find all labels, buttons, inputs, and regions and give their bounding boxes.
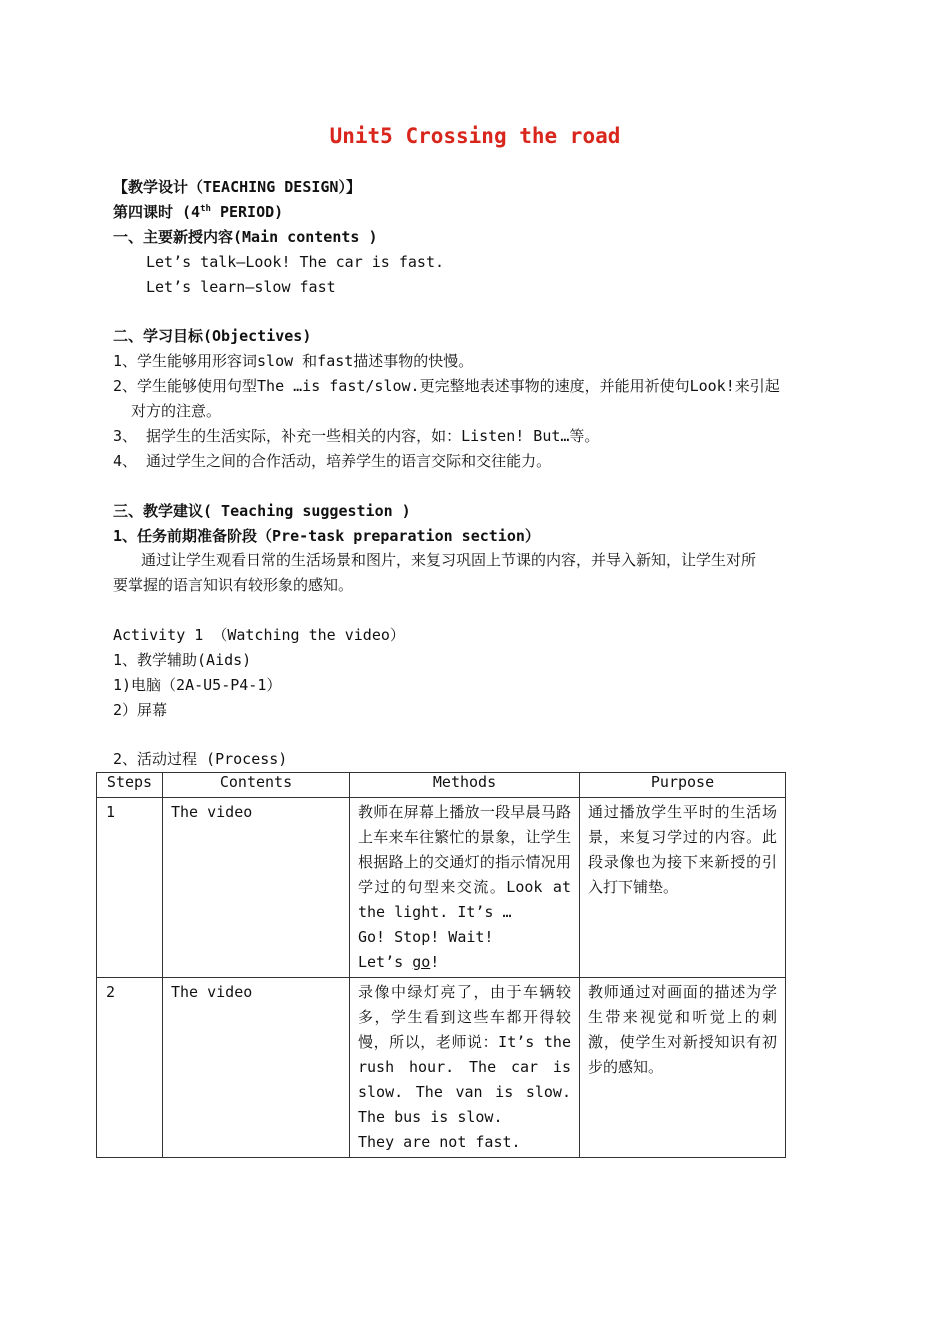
method-cell: [350, 978, 580, 1158]
document-title: Unit5 Crossing the road: [329, 124, 621, 148]
table-header-steps: Steps: [97, 773, 163, 798]
section2-heading: 二、学习目标(Objectives): [113, 327, 312, 345]
method-text: They are not fast.: [358, 1133, 521, 1151]
table-header-methods: Methods: [350, 773, 580, 798]
section3-heading: 三、教学建议( Teaching suggestion ): [113, 502, 411, 520]
table-header-row: [97, 773, 786, 798]
content-cell: The video: [163, 978, 350, 1158]
section3-paragraph-line: 通过让学生观看日常的生活场景和图片，来复习巩固上节课的内容，并导入新知，让学生对所: [141, 551, 757, 569]
method-text-part: Let’s: [358, 953, 413, 971]
purpose-cell: 教师通过对画面的描述为学生带来视觉和听觉上的刺激，使学生对新授知识有初步的感知。: [580, 978, 786, 1158]
period-post: PERIOD): [210, 203, 284, 221]
section3-paragraph-line: 要掌握的语言知识有较形象的感知。: [113, 576, 354, 594]
step-cell: 2: [97, 978, 163, 1158]
method-text: Go! Stop! Wait!: [358, 928, 494, 946]
objective-item: 3、 据学生的生活实际，补充一些相关的内容，如：Listen! But…等。: [113, 427, 600, 445]
aid-item: 2）屏幕: [113, 701, 168, 719]
objective-item: 1、学生能够用形容词slow 和fast描述事物的快慢。: [113, 352, 474, 370]
table-row: [97, 978, 786, 1158]
activity-heading: Activity 1 （Watching the video）: [113, 626, 405, 644]
section1-heading: 一、主要新授内容(Main contents ): [113, 228, 378, 246]
objective-item: 对方的注意。: [131, 402, 222, 420]
method-text-part: !: [430, 953, 440, 971]
design-header: 【教学设计（TEACHING DESIGN）】: [113, 178, 361, 196]
section3-sub-heading: 1、任务前期准备阶段（Pre-task preparation section）: [113, 527, 540, 545]
purpose-cell: 通过播放学生平时的生活场景，来复习学过的内容。此段录像也为接下来新授的引入打下铺垫。: [580, 798, 786, 978]
process-table: [96, 772, 786, 1158]
content-cell: The video: [163, 798, 350, 978]
table-row: [97, 798, 786, 978]
process-heading: 2、活动过程 (Process): [113, 750, 288, 768]
aid-item: 1)电脑（2A-U5-P4-1）: [113, 676, 282, 694]
method-cell: [350, 798, 580, 978]
aids-heading: 1、教学辅助(Aids): [113, 651, 252, 669]
table-header-contents: Contents: [163, 773, 350, 798]
method-text: [358, 950, 571, 975]
objective-item: 2、学生能够使用句型The …is fast/slow.更完整地表述事物的速度，并能用祈使句Look!来引起: [113, 377, 780, 395]
section1-item: Let’s learn—slow fast: [146, 278, 336, 296]
section1-item: Let’s talk—Look! The car is fast.: [146, 253, 445, 271]
step-cell: 1: [97, 798, 163, 978]
method-underlined-word: go: [412, 953, 431, 971]
period-sup: th: [200, 204, 211, 214]
period-line: [113, 202, 283, 222]
table-header-purpose: Purpose: [580, 773, 786, 798]
method-text: 教师在屏幕上播放一段早晨马路上车来车往繁忙的景象，让学生根据路上的交通灯的指示情况用学过的句型来交流。Look at the light. It’s …: [358, 803, 571, 921]
period-pre: 第四课时 (4: [113, 203, 201, 221]
objective-item: 4、 通过学生之间的合作活动，培养学生的语言交际和交往能力。: [113, 452, 552, 470]
method-text: 录像中绿灯亮了，由于车辆较多，学生看到这些车都开得较慢，所以，老师说：It’s the rush hour. The car is slow. The van is slow. The bus is slow.: [358, 983, 571, 1126]
